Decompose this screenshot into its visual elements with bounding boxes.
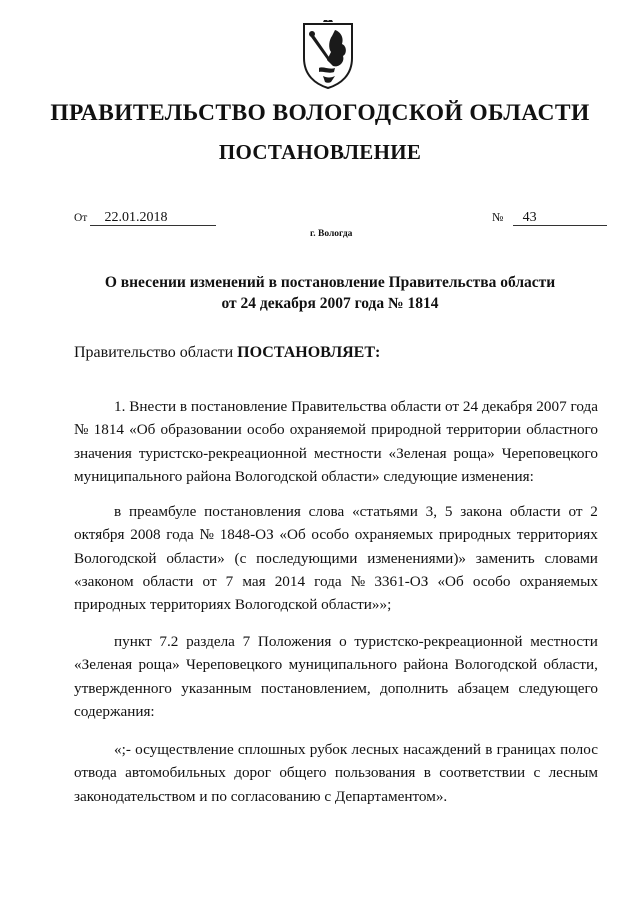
paragraph-3 [74,630,598,723]
number-label: № [492,210,504,224]
paragraph-4 [74,738,598,808]
document-type: ПОСТАНОВЛЕНИЕ [218,140,422,164]
text-line: октября 2008 года № 1848-ОЗ «Об особо охраняемых природных территориях [74,526,598,544]
date-value: 22.01.2018 [90,210,216,226]
decree-verb: ПОСТАНОВЛЯЕТ: [237,344,381,361]
text-line: Вологодской области» (с последующими изменениями)» заменить словами [74,549,598,567]
number-field [492,210,607,226]
paragraph-1 [74,395,598,488]
text-line: «законом области от 7 мая 2014 года № 3361-ОЗ «Об особо охраняемых [74,572,598,590]
text-line: законодательством и по согласованию с Департаментом». [74,787,448,805]
org-title: ПРАВИТЕЛЬСТВО ВОЛОГОДСКОЙ ОБЛАСТИ [50,100,590,126]
number-value: 43 [513,210,607,226]
date-label: От [74,212,88,224]
text-line: значения туристско-рекреационной местности «Зеленая роща» Череповецкого [74,444,598,462]
city-label: г. Вологда [310,229,353,239]
text-line: утвержденного указанным постановлением, дополнить абзацем следующего [74,679,598,697]
date-field [74,210,216,226]
text-line: отвода автомобильных дорог общего пользования в соответствии с лесным [74,764,598,782]
coat-of-arms-icon [301,20,355,90]
subject-line: О внесении изменений в постановление Правительства области [104,274,556,291]
text-line: природных территориях Вологодской области»»; [74,596,392,614]
text-line: содержания: [74,702,155,720]
text-line: 1. Внести в постановление Правительства области от 24 декабря 2007 года [114,398,598,415]
subject-line: от 24 декабря 2007 года № 1814 [221,295,439,312]
paragraph-2 [74,500,598,616]
document-subject [60,272,600,314]
text-line: «Зеленая роща» Череповецкого муниципального района Вологодской области, [74,656,598,674]
text-line: муниципального района Вологодской области» следующие изменения: [74,467,534,485]
decree-line [74,344,380,362]
text-line: «;- осуществление сплошных рубок лесных насаждений в границах полос [114,741,598,758]
text-line: в преамбуле постановления слова «статьями 3, 5 закона области от 2 [114,503,598,520]
text-line: пункт 7.2 раздела 7 Положения о туристско-рекреационной местности [114,633,598,650]
decree-prefix: Правительство области [74,344,234,361]
text-line: № 1814 «Об образовании особо охраняемой природной территории областного [74,421,598,439]
